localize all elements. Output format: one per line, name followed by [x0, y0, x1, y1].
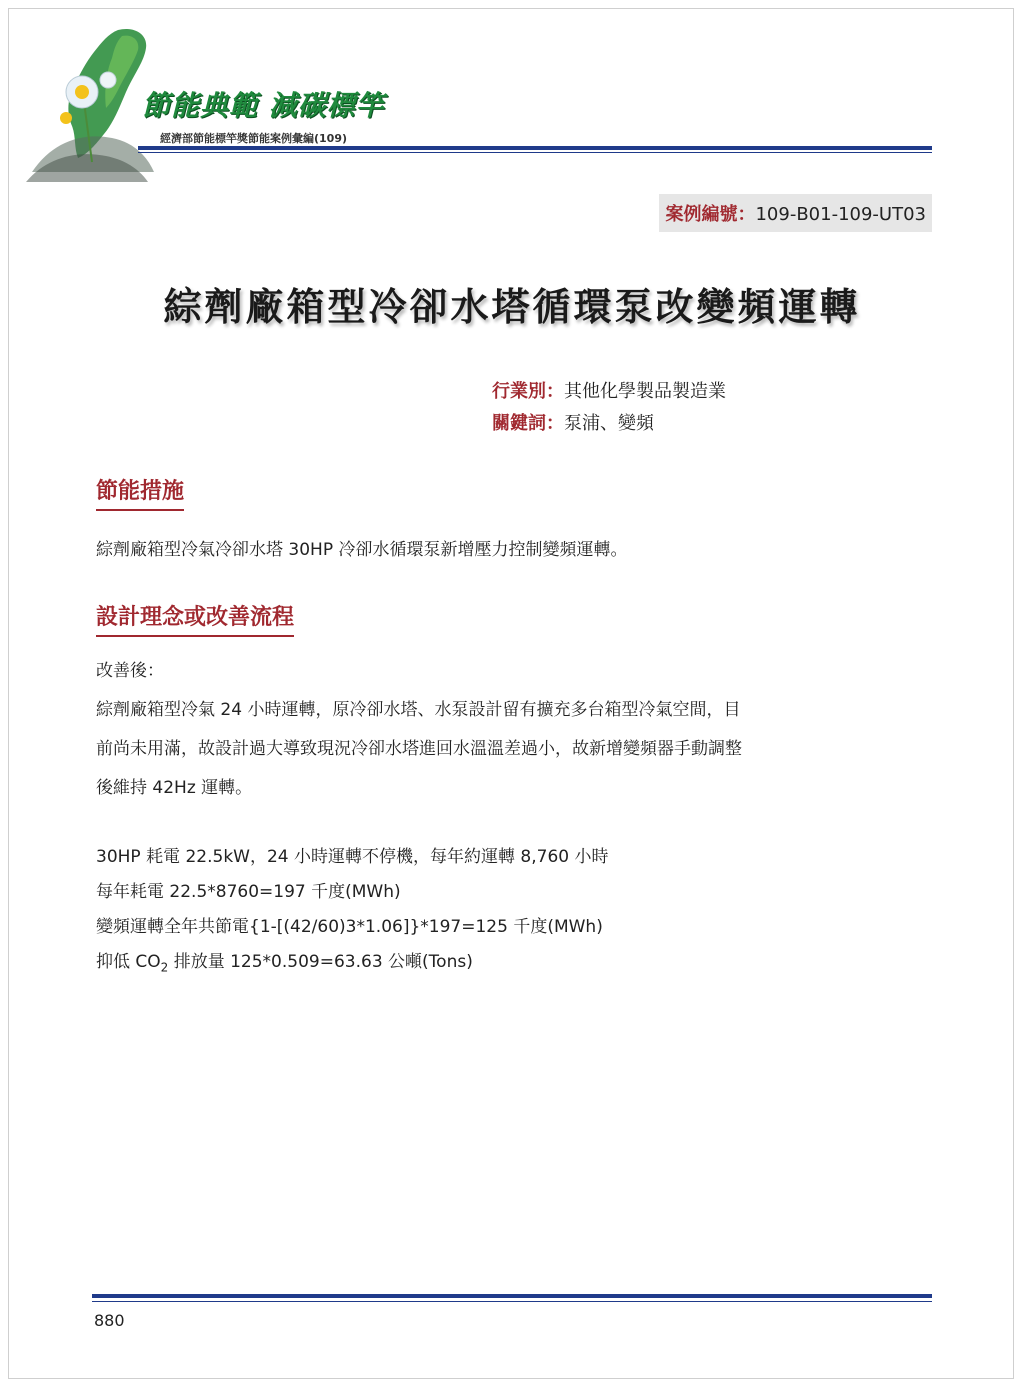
industry-row [492, 376, 726, 408]
case-number-label: 案例編號： [665, 204, 756, 225]
keywords-row [492, 408, 726, 440]
case-number-value: 109-B01-109-UT03 [755, 204, 926, 225]
keywords-label: 關鍵詞： [492, 413, 564, 434]
keywords-value: 泵浦、變頻 [564, 413, 654, 434]
co2-prefix: 抑低 CO [96, 952, 161, 972]
page-title: 綜劑廠箱型冷卻水塔循環泵改變頻運轉 [163, 285, 861, 329]
page-number: 880 [94, 1311, 125, 1330]
design-line: 綜劑廠箱型冷氣 24 小時運轉，原冷卻水塔、水泵設計留有擴充多台箱型冷氣空間，目 [96, 700, 741, 720]
design-heading: 設計理念或改善流程 [96, 600, 294, 637]
footer-rule [92, 1294, 932, 1298]
footer-rule-thin [92, 1301, 932, 1302]
industry-label: 行業別： [492, 381, 564, 402]
calculation-block [96, 840, 938, 985]
design-body [96, 652, 938, 808]
industry-value: 其他化學製品製造業 [564, 381, 726, 402]
measures-heading: 節能措施 [96, 474, 184, 511]
header-rule [138, 146, 932, 150]
calc-line-power: 30HP 耗電 22.5kW，24 小時運轉不停機，每年約運轉 8,760 小時 [96, 847, 609, 867]
meta-block [492, 376, 726, 440]
calc-line-annual: 每年耗電 22.5*8760=197 千度(MWh) [96, 882, 401, 902]
design-line: 改善後： [96, 661, 164, 681]
measures-text: 綜劑廠箱型冷氣冷卻水塔 30HP 冷卻水循環泵新增壓力控制變頻運轉。 [96, 540, 628, 560]
co2-subscript: 2 [160, 960, 169, 975]
calc-line-co2 [96, 945, 938, 985]
case-number-box [659, 194, 932, 232]
header-title: 節能典範 減碳標竿 [142, 89, 385, 122]
header-rule-thin [138, 152, 932, 153]
design-line: 後維持 42Hz 運轉。 [96, 778, 253, 798]
calc-line-savings: 變頻運轉全年共節電{1-[(42/60)3*1.06]}*197=125 千度(MWh) [96, 917, 603, 937]
taiwan-dandelion-logo [22, 22, 162, 182]
header-subtitle: 經濟部節能標竿獎節能案例彙編(109) [160, 132, 348, 145]
design-line: 前尚未用滿，故設計過大導致現況冷卻水塔進回水溫溫差過小，故新增變頻器手動調整 [96, 739, 742, 759]
co2-suffix: 排放量 125*0.509=63.63 公噸(Tons) [168, 952, 473, 972]
